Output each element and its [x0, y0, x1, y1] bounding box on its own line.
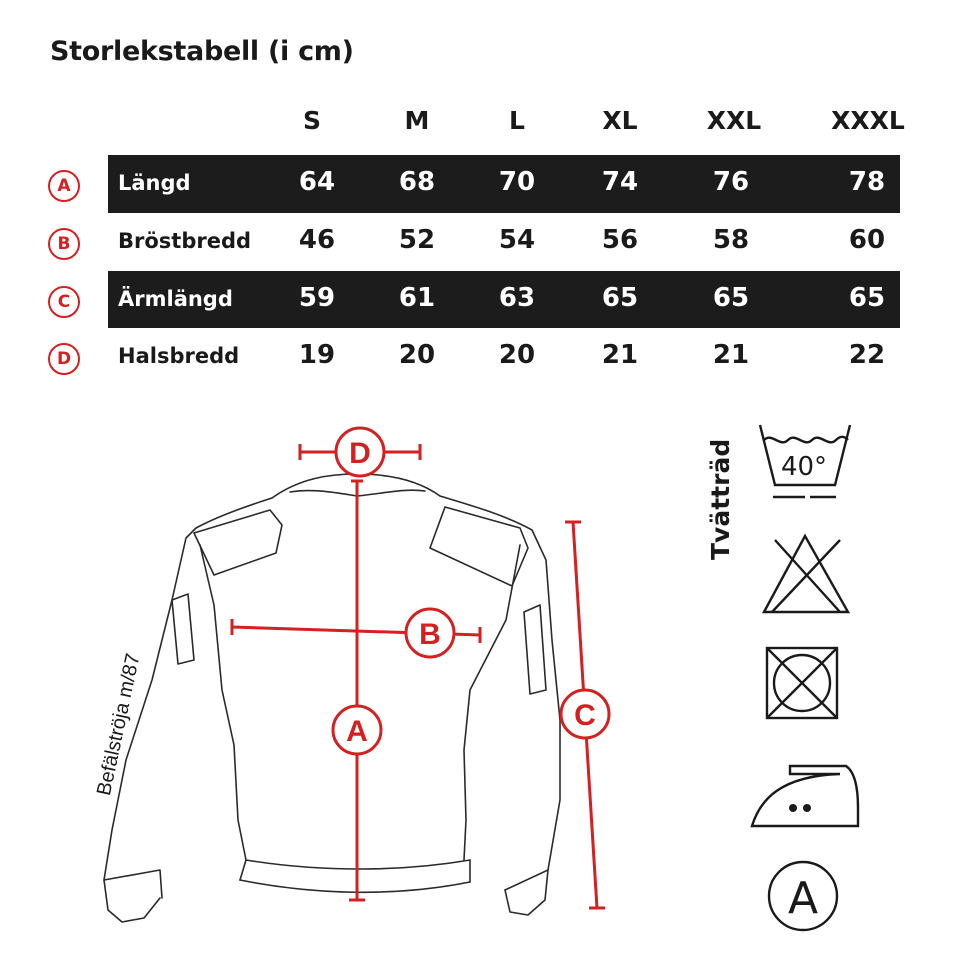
row-label: Halsbredd	[118, 344, 240, 368]
marker-a	[333, 706, 381, 754]
size-header-m: M	[404, 106, 430, 135]
cell-xxl: 58	[712, 225, 750, 255]
size-header-xxl: XXL	[706, 106, 762, 135]
cell-xxl: 21	[712, 340, 750, 370]
page-title: Storlekstabell (i cm)	[50, 36, 354, 67]
svg-text:C: C	[574, 699, 596, 732]
cell-m: 61	[398, 283, 436, 313]
svg-text:40°: 40°	[780, 452, 828, 482]
iron-two-dots-icon	[752, 766, 858, 826]
svg-text:A: A	[346, 715, 368, 748]
cell-l: 70	[498, 167, 536, 197]
cell-xl: 65	[601, 283, 639, 313]
cell-m: 52	[398, 225, 436, 255]
cell-l: 20	[498, 340, 536, 370]
cell-xxl: 76	[712, 167, 750, 197]
cell-xl: 21	[601, 340, 639, 370]
cell-s: 19	[298, 340, 336, 370]
marker-c	[561, 690, 609, 738]
cell-s: 64	[298, 167, 336, 197]
cell-s: 46	[298, 225, 336, 255]
cell-xl: 56	[601, 225, 639, 255]
cell-xxxl: 65	[848, 283, 886, 313]
cell-xxxl: 22	[848, 340, 886, 370]
cell-s: 59	[298, 283, 336, 313]
badge-b: B	[48, 228, 80, 260]
garment-name: Befälströja m/87	[93, 651, 145, 798]
size-header-xl: XL	[602, 106, 638, 135]
cell-m: 68	[398, 167, 436, 197]
row-label: Bröstbredd	[118, 229, 252, 253]
size-header-l: L	[509, 106, 525, 135]
cell-xl: 74	[601, 167, 639, 197]
care-heading: Tvätträd	[706, 438, 735, 560]
cell-xxl: 65	[712, 283, 750, 313]
svg-text:B: B	[419, 618, 441, 651]
badge-c: C	[48, 286, 80, 318]
cell-l: 54	[498, 225, 536, 255]
wash-40-icon	[760, 425, 850, 497]
cell-xxxl: 78	[848, 167, 886, 197]
svg-text:D: D	[349, 437, 371, 470]
cell-m: 20	[398, 340, 436, 370]
badge-a: A	[48, 170, 80, 202]
cell-l: 63	[498, 283, 536, 313]
badge-d: D	[48, 343, 80, 375]
no-tumble-dry-icon	[767, 648, 837, 718]
sweater-outline	[104, 474, 560, 922]
size-header-s: S	[302, 106, 321, 135]
marker-b	[406, 609, 454, 657]
row-label: Ärmlängd	[118, 287, 233, 311]
measurement-lines	[232, 444, 605, 908]
marker-d	[336, 428, 384, 476]
size-header-xxxl: XXXL	[831, 106, 905, 135]
row-label: Längd	[118, 171, 191, 195]
cell-xxxl: 60	[848, 225, 886, 255]
svg-text:A: A	[787, 873, 819, 924]
dry-clean-a-icon	[769, 862, 837, 930]
no-bleach-icon	[764, 536, 848, 612]
